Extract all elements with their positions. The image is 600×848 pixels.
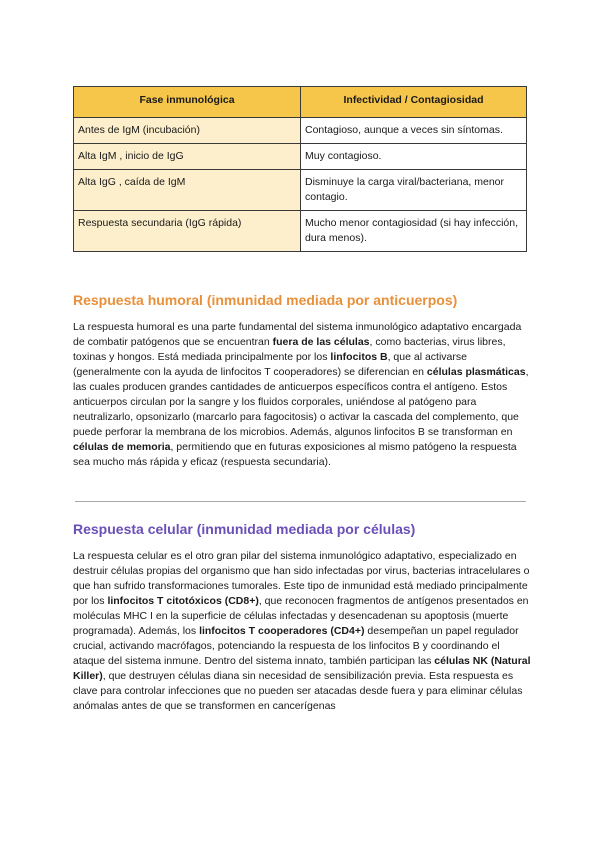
infectivity-cell: Disminuye la carga viral/bacteriana, menor contagio. bbox=[301, 170, 527, 211]
table-row bbox=[74, 118, 527, 144]
header-infectivity: Infectividad / Contagiosidad bbox=[301, 87, 527, 118]
text-run: , que reconocen fragmentos de antígenos presentados en moléculas MHC I en la superficie de células infectadas y desencadenan su apoptosis (muerte programada). Además, los bbox=[73, 595, 529, 637]
bold-term: células plasmáticas bbox=[426, 366, 526, 378]
table-row bbox=[74, 211, 527, 252]
text-run: desempeñan un papel regulador crucial, activando macrófagos, potenciando la respuesta de los linfocitos B y coordinando el ataque del sistema inmune. Dentro del sistema innato, también participan las bbox=[73, 625, 519, 667]
text-run: , como bacterias, virus libres, toxinas y hongos. Está mediada principalmente por los bbox=[73, 336, 506, 363]
infectivity-cell: Mucho menor contagiosidad (si hay infección, dura menos). bbox=[301, 211, 527, 252]
table-row bbox=[74, 170, 527, 211]
immune-phase-table bbox=[73, 86, 527, 252]
phase-cell: Antes de IgM (incubación) bbox=[74, 118, 301, 144]
bold-term: fuera de las células bbox=[272, 336, 370, 348]
bold-term: linfocitos T cooperadores (CD4+) bbox=[199, 625, 365, 637]
table-header-row bbox=[74, 87, 527, 118]
text-run: , que al activarse (generalmente con la ayuda de linfocitos T cooperadores) se diferencian en bbox=[73, 351, 467, 378]
heading-humoral-response: Respuesta humoral (inmunidad mediada por anticuerpos) bbox=[73, 292, 458, 308]
phase-cell: Alta IgG , caída de IgM bbox=[74, 170, 301, 211]
immune-phase-table-container bbox=[73, 86, 527, 252]
section-divider bbox=[75, 501, 526, 502]
bold-term: células de memoria bbox=[73, 441, 171, 453]
bold-term: linfocitos T citotóxicos (CD8+) bbox=[107, 595, 259, 607]
infectivity-cell: Contagioso, aunque a veces sin síntomas. bbox=[301, 118, 527, 144]
paragraph-cellular-response bbox=[73, 549, 531, 714]
heading-cellular-response: Respuesta celular (inmunidad mediada por células) bbox=[73, 521, 416, 537]
text-run: , que destruyen células diana sin necesidad de sensibilización previa. Esta respuesta es clave para controlar infecciones que no pueden ser atacadas desde fuera y para eliminar células anómalas antes de que se transformen en cancerígenas bbox=[73, 670, 523, 712]
bold-term: células NK (Natural Killer) bbox=[73, 655, 531, 682]
phase-cell: Alta IgM , inicio de IgG bbox=[74, 144, 301, 170]
table-row bbox=[74, 144, 527, 170]
phase-cell: Respuesta secundaria (IgG rápida) bbox=[74, 211, 301, 252]
bold-term: linfocitos B bbox=[330, 351, 388, 363]
paragraph-humoral-response bbox=[73, 320, 531, 470]
text-run: La respuesta celular es el otro gran pilar del sistema inmunológico adaptativo, especializado en destruir células propias del organismo que han sido infectadas por virus, bacterias intracelulares o que han sufrido transformaciones tumorales. Este tipo de inmunidad está mediado principalmente por los bbox=[73, 550, 530, 607]
header-phase: Fase inmunológica bbox=[74, 87, 301, 118]
text-run: , permitiendo que en futuras exposiciones al mismo patógeno la respuesta sea mucho más rápida y eficaz (respuesta secundaria). bbox=[73, 441, 517, 468]
text-run: La respuesta humoral es una parte fundamental del sistema inmunológico adaptativo encargada de combatir patógenos que se encuentran bbox=[73, 321, 522, 348]
text-run: , las cuales producen grandes cantidades de anticuerpos específicos contra el antígeno. Estos anticuerpos circulan por la sangre y los fluidos corporales, uniéndose al patógeno para neutralizarlo, opsonizarlo (marcarlo para fagocitosis) o activar la cascada del complemento, que puede perforar la membrana de los microbios. Además, algunos linfocitos B se transforman en bbox=[73, 366, 529, 438]
infectivity-cell: Muy contagioso. bbox=[301, 144, 527, 170]
